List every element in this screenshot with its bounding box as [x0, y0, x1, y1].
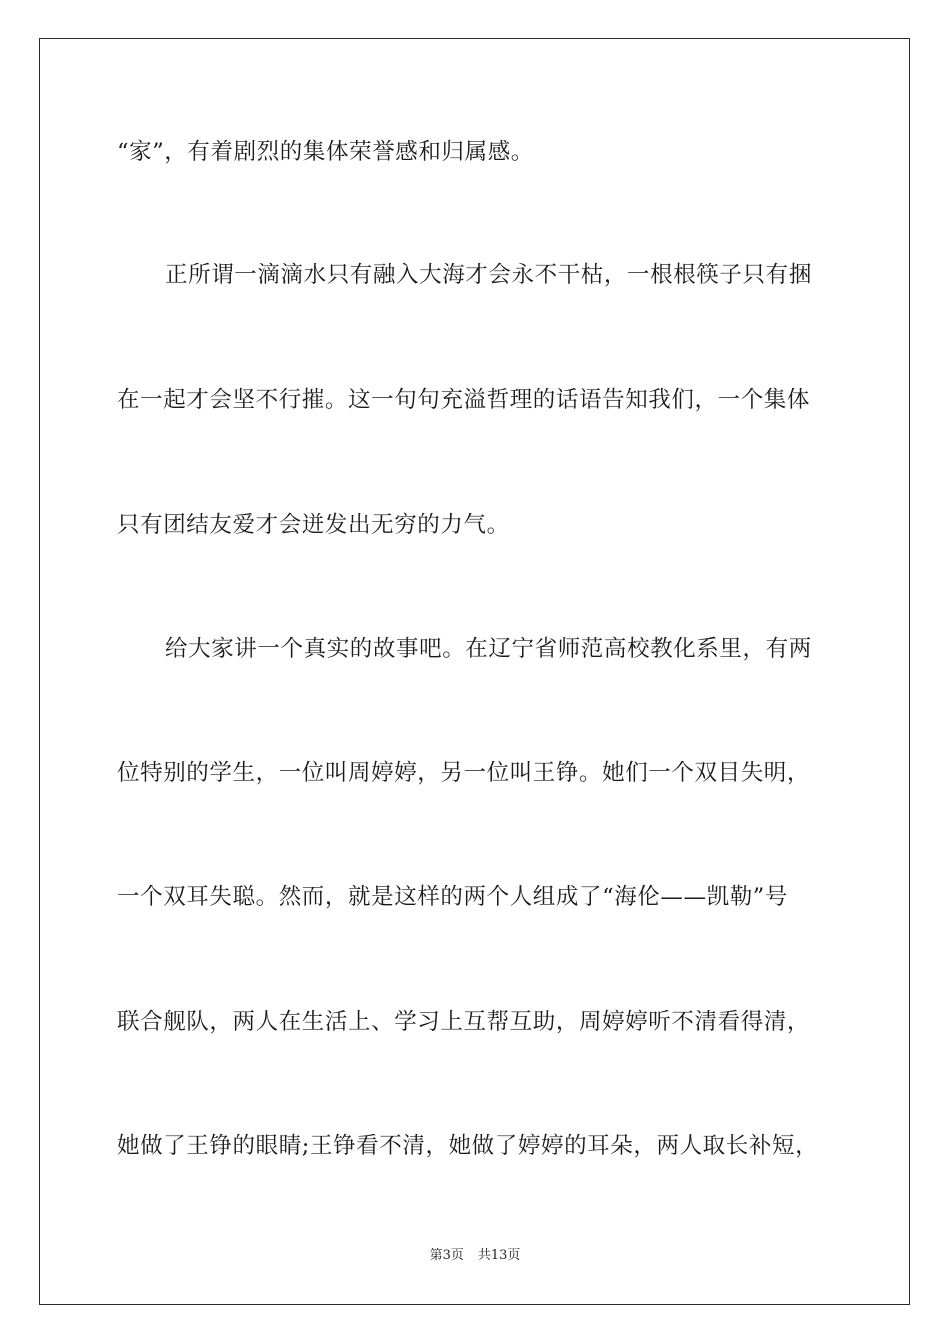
text-line-4: 只有团结友爱才会迸发出无穷的力气。	[117, 512, 510, 538]
total-pages: 共13页	[477, 1248, 521, 1263]
text-line-3: 在一起才会坚不行摧。这一句句充溢哲理的话语告知我们，一个集体	[117, 387, 811, 413]
page-border	[39, 38, 910, 1305]
text-line-8: 联合舰队，两人在生活上、学习上互帮互助，周婷婷听不清看得清，	[117, 1009, 811, 1035]
text-line-6: 位特别的学生，一位叫周婷婷，另一位叫王铮。她们一个双目失明，	[117, 760, 811, 786]
text-line-7: 一个双耳失聪。然而，就是这样的两个人组成了“海伦——凯勒”号	[117, 884, 789, 910]
page-number: 第3页	[429, 1248, 464, 1263]
text-line-1: “家”，有着剧烈的集体荣誉感和归属感。	[117, 139, 534, 165]
page-footer	[0, 1247, 950, 1265]
paragraph-start-line-5: 给大家讲一个真实的故事吧。在辽宁省师范高校教化系里，有两	[165, 636, 812, 662]
paragraph-start-line-2: 正所谓一滴滴水只有融入大海才会永不干枯，一根根筷子只有捆	[165, 262, 812, 288]
text-line-9: 她做了王铮的眼睛;王铮看不清，她做了婷婷的耳朵，两人取长补短，	[117, 1133, 819, 1159]
